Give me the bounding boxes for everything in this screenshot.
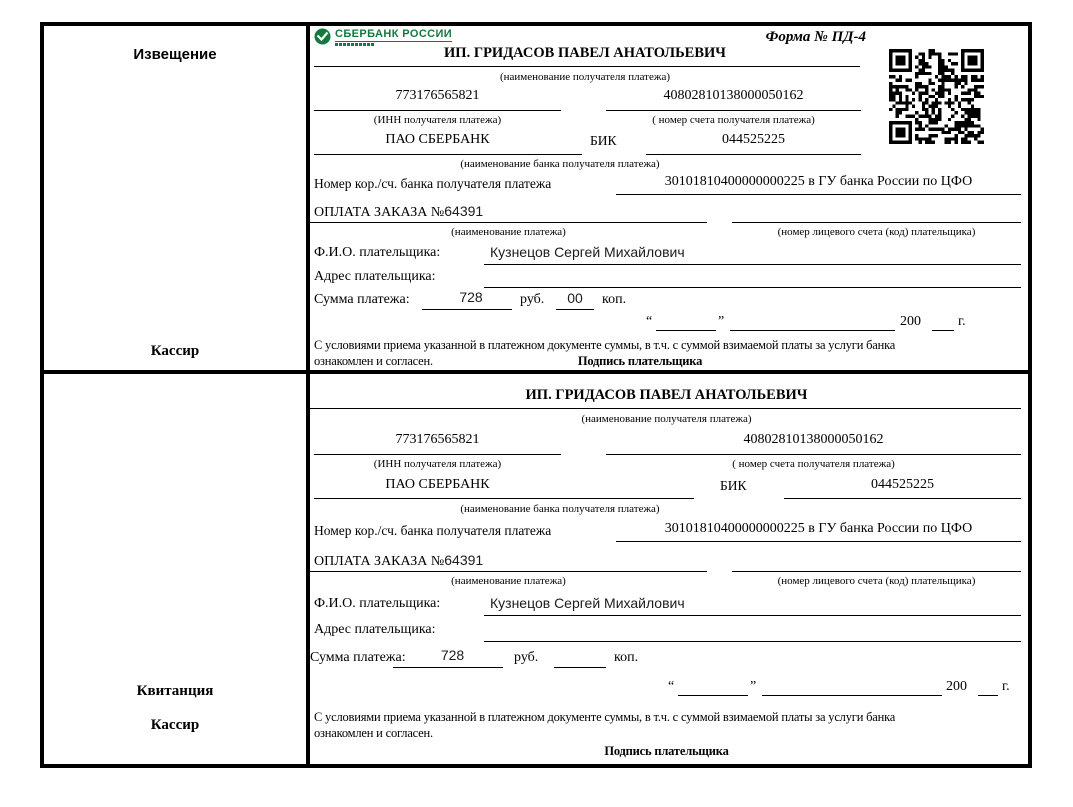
pd4-form [40,22,1032,768]
sum-rub-value: 728 [440,647,465,663]
date-month-line [762,695,942,696]
sum-kop-value: 00 [567,290,583,306]
payee-account-value: 40802810138000050162 [663,88,804,103]
caption-payee-bank: (наименование банка получателя платежа) [460,158,660,170]
payee-name: ИП. ГРИДАСОВ ПАВЕЛ АНАТОЛЬЕВИЧ [525,387,808,403]
kop-label: коп. [614,650,639,665]
kvitanciya-left-cell [44,374,310,764]
date-quote-close: ” [750,679,757,694]
address-line [484,641,1021,642]
corr-value: 30101810400000000225 в ГУ банка России по ЦФО [664,174,973,189]
year-prefix: 200 [900,314,921,329]
address-label: Адрес плательщика: [314,269,436,284]
address-label: Адрес плательщика: [314,622,436,637]
caption-payee-account: ( номер счета получателя платежа) [652,114,815,126]
sum-rub-line [422,309,512,310]
rub-label: руб. [520,292,545,307]
section-title-izveshchenie: Извещение [133,46,217,63]
bik-value: 044525225 [871,477,934,492]
purpose-row [314,552,483,570]
corr-value: 30101810400000000225 в ГУ банка России по ЦФО [664,521,973,536]
year-prefix: 200 [946,679,967,694]
purpose-line-right [732,571,1021,572]
fio-value: Кузнецов Сергей Михайлович [490,244,685,260]
signature-label-bottom: Подпись плательщика [604,744,729,758]
caption-payment-name: (наименование платежа) [451,226,566,238]
caption-payee-inn: (ИНН получателя платежа) [373,458,502,470]
caption-payment-name: (наименование платежа) [451,575,566,587]
caption-payee-name: (наименование получателя платежа) [581,413,752,425]
purpose-line-right [732,222,1021,223]
address-line [484,287,1021,288]
sberbank-logo-icon [314,28,331,45]
sum-rub-value: 728 [459,289,483,305]
purpose-row [314,203,483,221]
cashier-label-bottom: Кассир [150,717,200,733]
fio-label: Ф.И.О. плательщика: [314,245,441,260]
bik-label: БИК [590,133,617,148]
date-day-line [656,330,716,331]
izveshchenie-body [310,26,1028,370]
caption-payer-account: (номер лицевого счета (код) плательщика) [777,226,976,238]
sum-rub-line [393,667,503,668]
agreement-line2: ознакомлен и согласен. [314,354,433,368]
sberbank-logo-text: СБЕРБАНК РОССИИ [335,28,453,40]
sum-label: Сумма платежа: [314,292,410,307]
section-kvitanciya [44,374,1028,764]
signature-label-top: Подпись плательщика [577,354,703,368]
section-izveshchenie [44,26,1028,374]
corr-line [616,194,1021,195]
payee-bank-line [314,498,694,499]
sum-kop-line [554,667,606,668]
purpose-line-left [310,222,707,223]
date-quote-close: ” [718,314,725,329]
payee-account-value: 40802810138000050162 [743,432,884,447]
agreement-line1: С условиями приема указанной в платежном документе суммы, в т.ч. с суммой взимаемой платы за услуги банка [314,710,896,724]
payee-inn-value: 773176565821 [395,432,480,447]
kop-label: коп. [602,292,627,307]
sum-kop-line [556,309,594,310]
payee-name-line [314,66,860,67]
sum-label: Сумма платежа: [310,650,406,665]
payee-inn-value: 773176565821 [395,88,480,103]
purpose-label: ОПЛАТА ЗАКАЗА № [314,554,445,569]
date-quote-open: “ [668,679,675,694]
payee-account-line [606,110,861,111]
payee-bank-line [314,154,582,155]
bik-label: БИК [720,478,747,493]
caption-payee-inn: (ИНН получателя платежа) [373,114,502,126]
fio-line [484,615,1021,616]
bik-line [646,154,861,155]
agreement-line2: ознакомлен и согласен. [314,726,433,740]
year-line [978,695,998,696]
caption-payee-bank: (наименование банка получателя платежа) [460,503,660,515]
year-suffix: г. [958,314,966,329]
payee-bank-value: ПАО СБЕРБАНК [385,477,490,492]
agreement-line1: С условиями приема указанной в платежном документе суммы, в т.ч. с суммой взимаемой платы за услуги банка [314,338,896,352]
sberbank-logo [314,28,452,46]
corr-label: Номер кор./сч. банка получателя платежа [314,176,552,191]
payee-inn-line [314,454,561,455]
izveshchenie-left-cell [44,26,310,370]
fio-line [484,264,1021,265]
kvitanciya-body [310,374,1028,764]
cashier-label-top: Кассир [150,343,200,359]
payee-inn-line [314,110,561,111]
bik-value: 044525225 [722,132,785,147]
qr-code [889,49,984,144]
caption-payee-account: ( номер счета получателя платежа) [732,458,895,470]
payee-bank-value: ПАО СБЕРБАНК [385,132,490,147]
year-line [932,330,954,331]
rub-label: руб. [514,650,539,665]
date-day-line [678,695,748,696]
section-title-kvitanciya: Квитанция [136,683,214,699]
fio-value: Кузнецов Сергей Михайлович [490,595,685,611]
corr-label: Номер кор./сч. банка получателя платежа [314,523,552,538]
caption-payer-account: (номер лицевого счета (код) плательщика) [777,575,976,587]
purpose-line-left [310,571,707,572]
payee-account-line [606,454,1021,455]
bik-line [784,498,1021,499]
corr-line [616,541,1021,542]
date-quote-open: “ [646,314,653,329]
purpose-value: 64391 [444,203,484,219]
fio-label: Ф.И.О. плательщика: [314,596,441,611]
caption-payee-name: (наименование получателя платежа) [499,71,671,83]
purpose-label: ОПЛАТА ЗАКАЗА № [314,205,445,220]
payee-name-line [310,408,1021,409]
date-month-line [730,330,895,331]
payee-name: ИП. ГРИДАСОВ ПАВЕЛ АНАТОЛЬЕВИЧ [444,45,726,61]
year-suffix: г. [1002,679,1010,694]
purpose-value: 64391 [444,552,484,568]
form-type-label: Форма № ПД-4 [765,29,866,45]
